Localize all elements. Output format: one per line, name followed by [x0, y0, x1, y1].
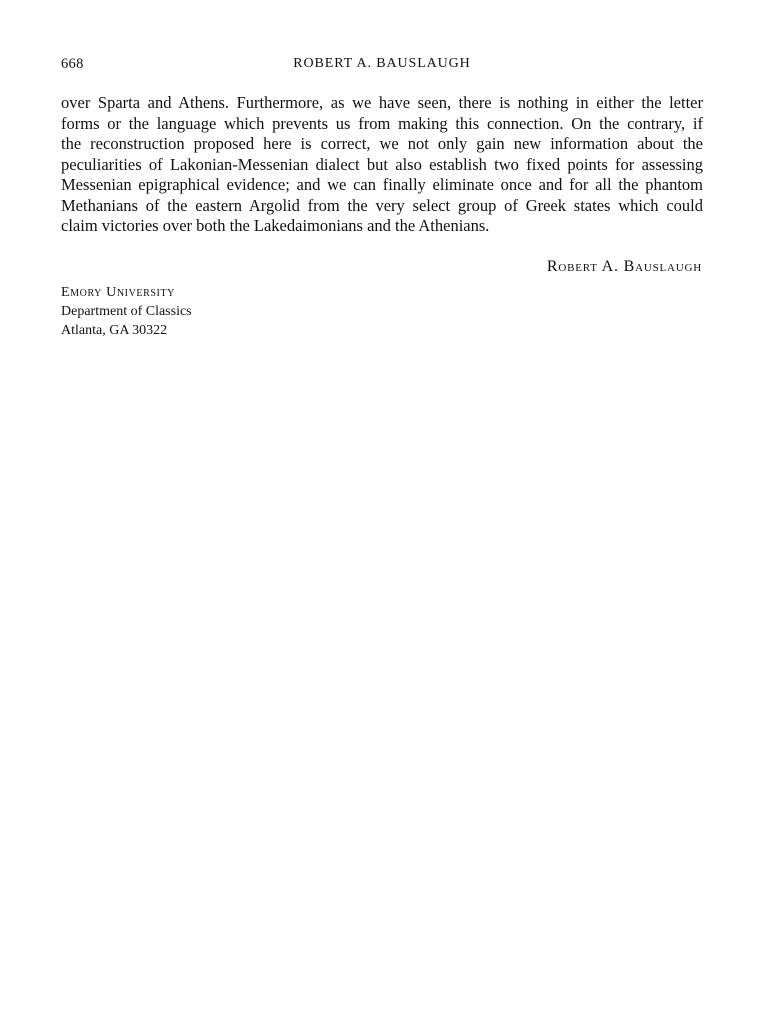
city-address: Atlanta, GA 30322 — [61, 323, 168, 338]
body-line: over Sparta and Athens. Furthermore, as we have seen, there is nothing in either the letter — [61, 93, 703, 112]
running-head — [61, 56, 703, 76]
author-signature: Robert A. Bauslaugh — [546, 258, 702, 275]
body-line: the reconstruction proposed here is correct, we not only gain new information about the — [61, 134, 703, 153]
page-number: 668 — [61, 56, 84, 72]
institution-name: Emory University — [61, 285, 175, 300]
author-affiliation — [61, 283, 192, 340]
body-line: Messenian epigraphical evidence; and we can finally eliminate once and for all the phantom — [61, 175, 703, 194]
body-line: peculiarities of Lakonian-Messenian dialect but also establish two fixed points for assessing — [61, 154, 703, 174]
running-title: ROBERT A. BAUSLAUGH — [293, 56, 471, 71]
department-name: Department of Classics — [61, 304, 192, 319]
body-line: Methanians of the eastern Argolid from the very select group of Greek states which could — [61, 195, 703, 215]
body-line: forms or the language which prevents us from making this connection. On the contrary, if — [61, 113, 703, 133]
body-paragraph — [61, 93, 703, 237]
body-line: claim victories over both the Lakedaimonians and the Athenians. — [61, 216, 490, 235]
